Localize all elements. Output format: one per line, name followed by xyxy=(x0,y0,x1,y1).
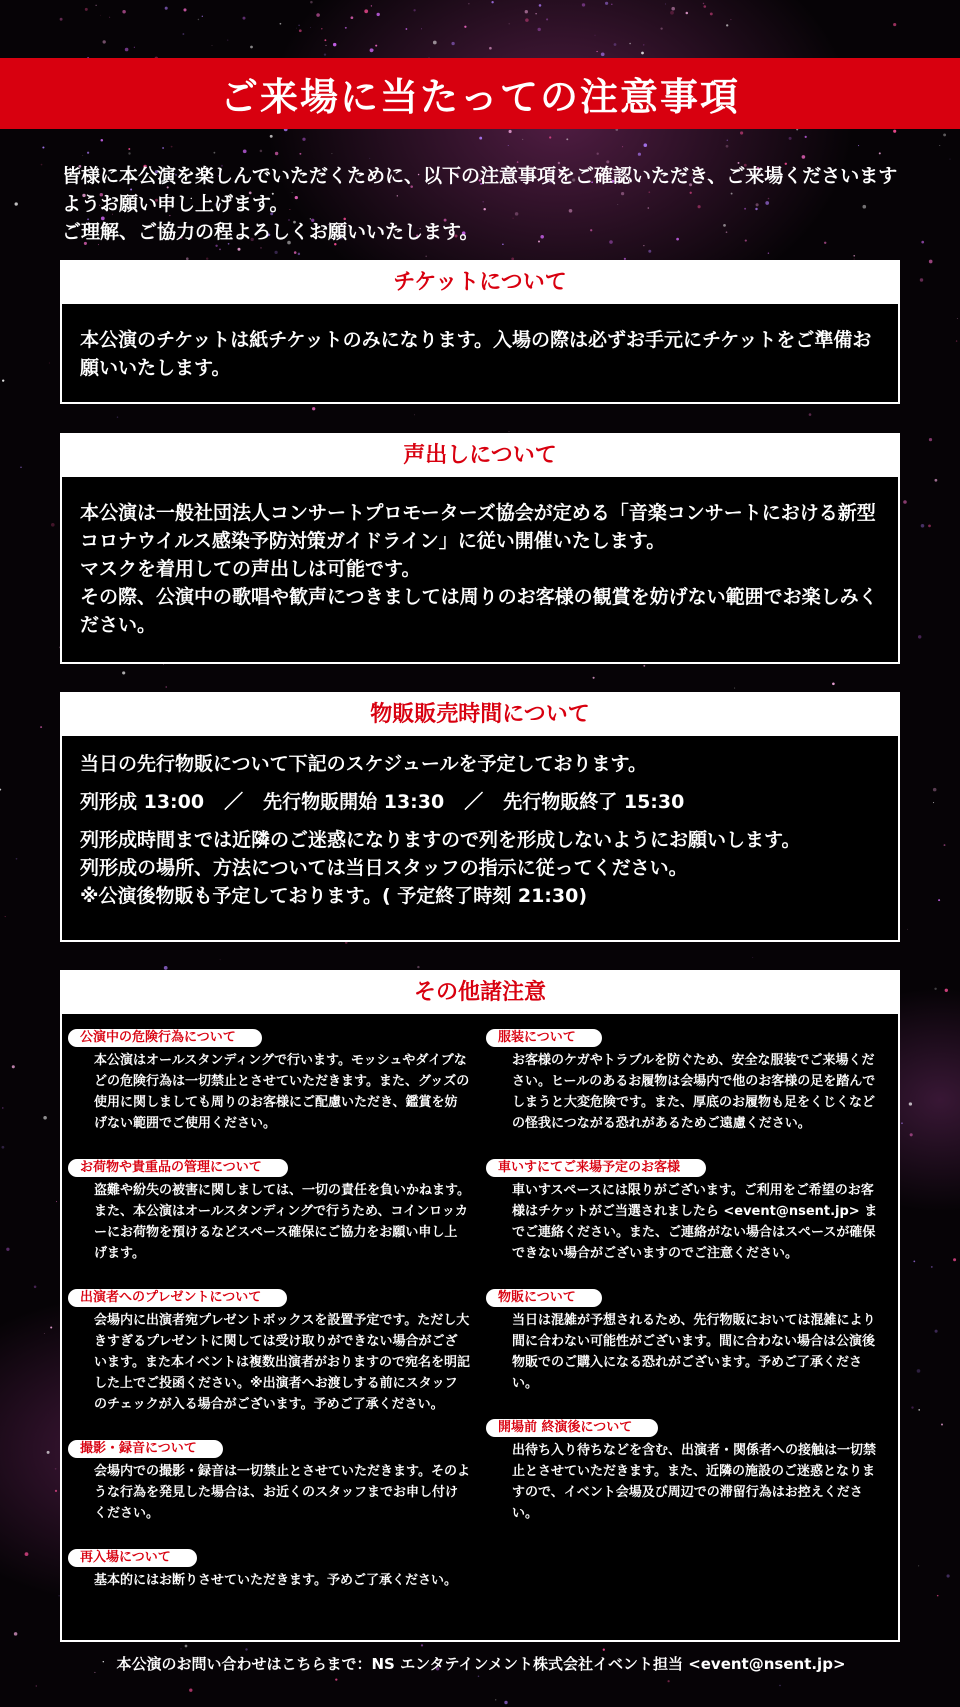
note-danger xyxy=(68,1026,470,1134)
note-wheelchair xyxy=(486,1156,878,1264)
other-heading: その他諸注意 xyxy=(62,972,898,1014)
note-text: お客様のケガやトラブルを防ぐため、安全な服装でご来場ください。ヒールのあるお履物は会場内で他のお客様の足を踏んでしまうと大変危険です。また、厚底のお履物も足をくじくなどの怪我につながる恐れがあるためご遠慮ください。 xyxy=(512,1053,876,1131)
note-text: 基本的にはお断りさせていただきます。予めご了承ください。 xyxy=(94,1573,457,1588)
note-text: 車いすスペースには限りがございます。ご利用をご希望のお客様はチケットがご当選されましたら <event@nsent.jp> までご連絡ください。また、ご連絡がない場合はスペースが確保できない場合がございますのでご注意ください。 xyxy=(512,1183,878,1261)
note-reentry xyxy=(68,1546,470,1591)
note-text: 当日は混雑が予想されるため、先行物販においては混雑により間に合わない可能性がございます。間に合わない場合は公演後物販でのご購入になる恐れがございます。予めご了承ください。 xyxy=(512,1313,876,1391)
voice-body-line: マスクを着用しての声出しは可能です。 xyxy=(80,558,421,580)
note-text: 出待ち入り待ちなどを含む、出演者・関係者への接触は一切禁止とさせていただきます。また、近隣の施設のご迷惑となりますので、イベント会場及び周辺での滞留行為はお控えください。 xyxy=(512,1443,877,1521)
schedule-separator: ／ xyxy=(464,791,484,813)
ticket-body: 本公演のチケットは紙チケットのみになります。入場の際は必ずお手元にチケットをご準備お願いいたします。 xyxy=(80,329,872,379)
note-belongings xyxy=(68,1156,470,1264)
other-section xyxy=(60,970,900,1642)
note-present xyxy=(68,1286,470,1415)
note-text: 会場内での撮影・録音は一切禁止とさせていただきます。そのような行為を発見した場合は、お近くのスタッフまでお申し付けください。 xyxy=(94,1464,470,1521)
voice-body-line: その際、公演中の歌唱や歓声につきましては周りのお客様の観賞を妨げない範囲でお楽しみください。 xyxy=(80,586,878,636)
page-title-text: ご来場に当たっての注意事項 xyxy=(219,75,740,119)
merch-schedule xyxy=(80,788,880,816)
note-tag: 車いすにてご来場予定のお客様 xyxy=(486,1159,706,1177)
merch-note: ※公演後物販も予定しております。( 予定終了時刻 21:30) xyxy=(80,885,588,907)
voice-heading: 声出しについて xyxy=(62,435,898,477)
merch-note: 列形成時間までは近隣のご迷惑になりますので列を形成しないようにお願いします。 xyxy=(80,829,801,851)
page-title xyxy=(0,58,960,129)
voice-section xyxy=(60,433,900,664)
merch-note: 列形成の場所、方法については当日スタッフの指示に従ってください。 xyxy=(80,857,688,879)
intro-line: ご理解、ご協力の程よろしくお願いいたします。 xyxy=(62,221,479,243)
note-tag: 再入場について xyxy=(68,1549,197,1567)
note-text: 会場内に出演者宛プレゼントボックスを設置予定です。ただし大きすぎるプレゼントに関しては受け取りができない場合がございます。また本イベントは複数出演者がおりますので宛名を明記した上でご投函ください。※出演者へお渡しする前にスタッフのチェックが入る場合がございます。予めご了承ください。 xyxy=(94,1313,470,1412)
merch-lead: 当日の先行物販について下記のスケジュールを予定しております。 xyxy=(80,753,647,775)
note-tag: 撮影・録音について xyxy=(68,1440,223,1458)
voice-body-line: 本公演は一般社団法人コンサートプロモーターズ協会が定める「音楽コンサートにおける新型コロナウイルス感染予防対策ガイドライン」に従い開催いたします。 xyxy=(80,502,876,552)
intro-text xyxy=(62,162,912,246)
schedule-item: 先行物販終了 15:30 xyxy=(503,791,685,813)
note-clothing xyxy=(486,1026,878,1134)
note-tag: 開場前 終演後について xyxy=(486,1419,658,1437)
schedule-item: 先行物販開始 13:30 xyxy=(263,791,445,813)
note-tag: 出演者へのプレゼントについて xyxy=(68,1289,287,1307)
note-tag: お荷物や貴重品の管理について xyxy=(68,1159,288,1177)
ticket-heading: チケットについて xyxy=(62,262,898,304)
note-tag: 服装について xyxy=(486,1029,602,1047)
note-merch xyxy=(486,1286,878,1394)
notes-left-column xyxy=(68,1026,480,1613)
note-text: 盗難や紛失の被害に関しましては、一切の責任を負いかねます。また、本公演はオールスタンディングで行うため、コインロッカーにお荷物を預けるなどスペース確保にご協力をお願い申し上げます。 xyxy=(94,1183,470,1261)
note-text: 本公演はオールスタンディングで行います。モッシュやダイブなどの危険行為は一切禁止とさせていただきます。また、グッズの使用に関しましても周りのお客様にご配慮いただき、鑑賞を妨げない範囲でご使用ください。 xyxy=(94,1053,470,1131)
ticket-section xyxy=(60,260,900,404)
notes-right-column xyxy=(480,1026,892,1613)
intro-line: 皆様に本公演を楽しんでいただくために、以下の注意事項をご確認いただき、ご来場くださいますようお願い申し上げます。 xyxy=(62,165,898,215)
note-recording xyxy=(68,1437,470,1524)
note-tag: 公演中の危険行為について xyxy=(68,1029,262,1047)
note-tag: 物販について xyxy=(486,1289,602,1307)
schedule-separator: ／ xyxy=(224,791,244,813)
merch-heading: 物販販売時間について xyxy=(62,694,898,736)
contact-footer: 本公演のお問い合わせはこちらまで：NS エンタテインメント株式会社イベント担当 <event@nsent.jp> xyxy=(116,1655,846,1673)
merch-section xyxy=(60,692,900,942)
note-before-after xyxy=(486,1416,878,1524)
schedule-item: 列形成 13:00 xyxy=(80,791,205,813)
